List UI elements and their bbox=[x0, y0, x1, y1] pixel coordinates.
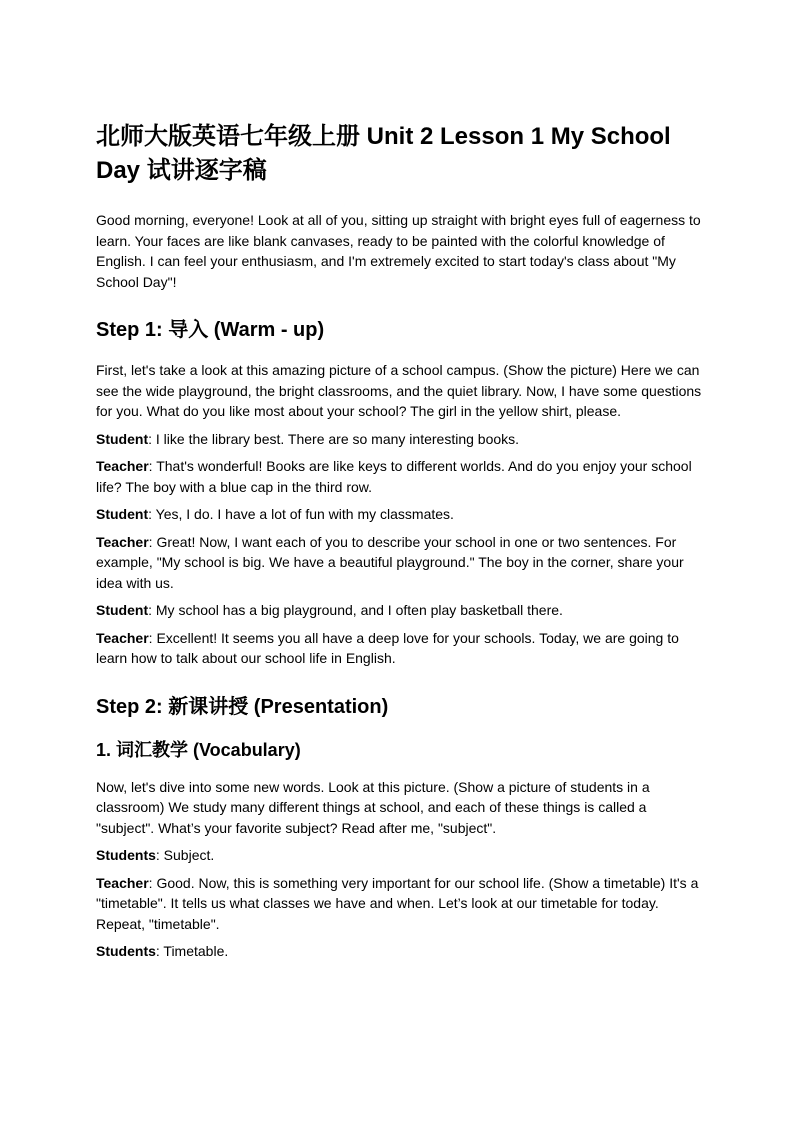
dialogue-line bbox=[96, 941, 706, 962]
dialogue-text: : My school has a big playground, and I often play basketball there. bbox=[148, 602, 563, 618]
dialogue-line bbox=[96, 845, 706, 866]
dialogue-text: : Yes, I do. I have a lot of fun with my classmates. bbox=[148, 506, 454, 522]
dialogue-text: : I like the library best. There are so many interesting books. bbox=[148, 430, 520, 447]
document-page bbox=[96, 120, 706, 969]
speaker-label: Students bbox=[96, 847, 156, 863]
dialogue-line bbox=[96, 600, 706, 621]
dialogue-text: : Excellent! It seems you all have a deep love for your schools. Today, we are going to learn how to talk about our school life in English. bbox=[96, 629, 679, 666]
dialogue-text: : Timetable. bbox=[155, 943, 229, 959]
speaker-label: Teacher bbox=[96, 533, 149, 550]
step1-heading: Step 1: 导入 (Warm - up) bbox=[96, 319, 325, 341]
speaker-label: Teacher bbox=[96, 874, 149, 891]
dialogue-text: : That's wonderful! Books are like keys to different worlds. And do you enjoy your school life? The boy with a blue cap in the third row. bbox=[96, 458, 692, 495]
speaker-label: Teacher bbox=[96, 458, 149, 474]
dialogue-line bbox=[96, 532, 706, 594]
vocabulary-opening-paragraph: Now, let's dive into some new words. Look at this picture. (Show a picture of students in a classroom) We study many different things at school, and each of these things is called a "subject". What’s your favorite subject? Read after me, "subject". bbox=[96, 778, 650, 836]
dialogue-line bbox=[96, 628, 706, 669]
intro-paragraph: Good morning, everyone! Look at all of you, sitting up straight with bright eyes full of eagerness to learn. Your faces are like blank canvases, ready to be painted with the colorful knowledge of English. I can feel your enthusiasm, and I'm extremely excited to start today's class about "My School Day"! bbox=[96, 212, 701, 290]
dialogue-line bbox=[96, 429, 706, 450]
document-title: 北师大版英语七年级上册 Unit 2 Lesson 1 My School Day 试讲逐字稿 bbox=[96, 123, 671, 184]
dialogue-text: : Good. Now, this is something very important for our school life. (Show a timetable) It's a "timetable". It tells us what classes we have and when. Let’s look at our timetable for today. Repeat, "timetable". bbox=[96, 874, 699, 932]
speaker-label: Student bbox=[96, 506, 149, 522]
dialogue-text: : Subject. bbox=[155, 847, 215, 863]
speaker-label: Student bbox=[96, 602, 149, 618]
step1-opening-paragraph: First, let's take a look at this amazing picture of a school campus. (Show the picture) Here we can see the wide playground, the bright classrooms, and the quiet library. Now, I have some questions for you. What do you like most about your school? The girl in the yellow shirt, please. bbox=[96, 362, 702, 419]
dialogue-line bbox=[96, 456, 706, 497]
dialogue-line bbox=[96, 873, 706, 935]
speaker-label: Students bbox=[96, 943, 156, 959]
vocabulary-subheading: 1. 词汇教学 (Vocabulary) bbox=[96, 739, 301, 760]
speaker-label: Teacher bbox=[96, 629, 149, 646]
speaker-label: Student bbox=[96, 430, 149, 447]
dialogue-text: : Great! Now, I want each of you to describe your school in one or two sentences. For example, "My school is big. We have a beautiful playground." The boy in the corner, share your idea with us. bbox=[96, 533, 684, 591]
dialogue-line bbox=[96, 504, 706, 525]
step2-heading: Step 2: 新课讲授 (Presentation) bbox=[96, 695, 389, 718]
